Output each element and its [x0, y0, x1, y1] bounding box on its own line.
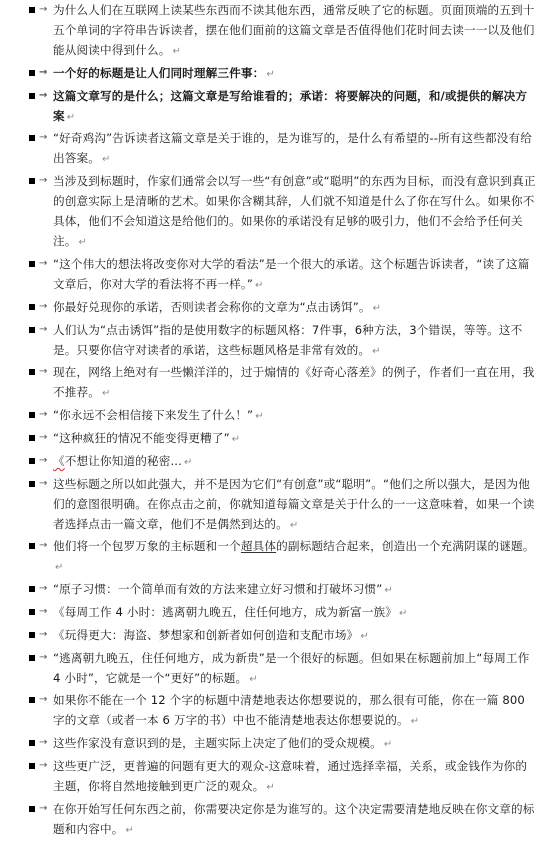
paragraph-mark-icon: ↵: [125, 824, 134, 836]
tab-arrow-icon: →: [39, 431, 48, 443]
paragraph-text: 这些标题之所以如此强大，并不是因为它们“有创意”或“聪明”。“他们之所以强大，是因为他们的意图很明确。在你点击之前，你就知道每篇文章是关于什么的一一这意味着，如果一个读者选择点击一篇文章，他们不是偶然到达的。: [53, 476, 535, 531]
list-item: [0, 86, 556, 128]
paragraph-text: “这个伟大的想法将改变你对大学的看法”是一个很大的承诺。这个标题告诉读者，“读了这篇文章后，你对大学的看法将不再一样。”: [53, 256, 530, 291]
list-item: [0, 428, 556, 450]
tab-arrow-icon: →: [39, 89, 48, 101]
paragraph-text: 这篇文章写的是什么；这篇文章是写给谁看的；承诺：将要解决的问题，和/或提供的解决方案: [53, 88, 528, 123]
paragraph-mark-icon: ↵: [384, 585, 393, 597]
grammar-mark-text[interactable]: 超具体: [240, 539, 277, 554]
bullet-icon: [29, 763, 35, 769]
bullet-icon: [29, 435, 35, 441]
paragraph-mark-icon: ↵: [66, 111, 76, 123]
tab-arrow-icon: →: [39, 323, 48, 335]
bullet-icon: [29, 632, 35, 638]
paragraph-text: 当涉及到标题时，作家们通常会以写一些“有创意”或“聪明”的东西为目标，而没有意识到真正的创意实际上是清晰的艺术。如果你含糊其辞，人们就不知道是什么了你在写什么。如果你不具体，他们不会知道这是给他们的。如果你的承诺没有足够的吸引力，他们不会给予任何关注。: [53, 174, 536, 249]
bullet-icon: [29, 543, 35, 549]
bullet-icon: [29, 481, 35, 487]
tab-arrow-icon: →: [39, 694, 48, 706]
bullet-icon: [29, 261, 35, 267]
bullet-icon: [29, 135, 35, 141]
tab-arrow-icon: →: [39, 257, 48, 269]
paragraph-text: 这些作家没有意识到的是，主题实际上决定了他们的受众规模。: [53, 736, 382, 751]
paragraph-text: 《玩得更大：海盗、梦想家和创新者如何创造和支配市场》: [53, 627, 359, 642]
paragraph-mark-icon: ↵: [399, 607, 408, 619]
list-item: [0, 451, 556, 473]
paragraph-mark-icon: ↵: [383, 739, 393, 751]
list-item: [0, 536, 556, 578]
paragraph-text: “逃离朝九晚五，住任何地方，成为新贵”是一个很好的标题。但如果在标题前加上“每周工作 4 小时”，它就是一个“更好”的标题。: [53, 650, 530, 685]
bullet-icon: [29, 70, 35, 76]
list-item: [0, 625, 556, 647]
bullet-icon: [29, 412, 35, 418]
tab-arrow-icon: →: [39, 4, 48, 15]
tab-arrow-icon: →: [39, 175, 48, 187]
paragraph-mark-icon: ↵: [101, 388, 111, 400]
paragraph-mark-icon: ↵: [249, 673, 258, 685]
list-item: [0, 690, 556, 732]
paragraph-text: 不想让你知道的秘密...: [64, 453, 182, 468]
tab-arrow-icon: →: [39, 651, 48, 663]
list-item: [0, 733, 556, 755]
paragraph-mark-icon: ↵: [410, 716, 420, 728]
paragraph-text: 《每周工作 4 小时：逃离朝九晚五，住任何地方，成为新富一族》: [53, 604, 398, 619]
bullet-icon: [29, 806, 35, 812]
list-item: [0, 602, 556, 624]
list-item: [0, 756, 556, 798]
paragraph-mark-icon: ↵: [172, 46, 181, 57]
tab-arrow-icon: →: [39, 409, 48, 421]
tab-arrow-icon: →: [39, 66, 48, 78]
paragraph-text: 的副标题结合起来，创造出一个充满阴谋的谜题。: [276, 539, 535, 554]
bullet-icon: [29, 178, 35, 184]
bullet-icon: [29, 327, 35, 333]
tab-arrow-icon: →: [39, 605, 48, 617]
paragraph-text: 在你开始写任何东西之前，你需要决定你是为谁写的。这个决定需要清楚地反映在你文章的标题和内容中。: [53, 801, 535, 836]
paragraph-mark-icon: ↵: [255, 411, 264, 423]
list-item: [0, 63, 556, 85]
paragraph-mark-icon: ↵: [255, 279, 264, 291]
list-item: [0, 474, 556, 536]
tab-arrow-icon: →: [39, 132, 48, 144]
paragraph-mark-icon: ↵: [266, 781, 275, 793]
list-item: [0, 254, 556, 296]
list-item: [0, 799, 556, 841]
list-item: [0, 297, 556, 319]
bullet-icon: [29, 304, 35, 310]
list-item: [0, 128, 556, 170]
tab-arrow-icon: →: [39, 737, 48, 749]
bullet-icon: [29, 7, 35, 13]
list-item: [0, 171, 556, 253]
bullet-icon: [29, 458, 35, 464]
paragraph-text: “好奇鸡沟”告诉读者这篇文章是关于谁的，是为谁写的，是什么有希望的--所有这些都没有给出答案。: [53, 131, 532, 166]
paragraph-mark-icon: ↵: [78, 237, 88, 249]
paragraph-text: 你最好兑现你的承诺，否则读者会称你的文章为“点击诱饵”。: [53, 299, 371, 314]
tab-arrow-icon: →: [39, 540, 48, 552]
tab-arrow-icon: →: [39, 802, 48, 814]
tab-arrow-icon: →: [39, 628, 48, 640]
paragraph-mark-icon: ↵: [360, 630, 369, 642]
list-item: [0, 320, 556, 362]
tab-arrow-icon: →: [39, 300, 48, 312]
bullet-icon: [29, 655, 35, 661]
tab-arrow-icon: →: [39, 477, 48, 489]
bullet-icon: [29, 697, 35, 703]
paragraph-text: 一个好的标题是让人们同时理解三件事：: [53, 65, 265, 80]
spelling-error-mark[interactable]: 《: [53, 453, 65, 468]
bullet-icon: [29, 93, 35, 99]
bullet-icon: [29, 609, 35, 615]
paragraph-mark-icon: ↵: [372, 345, 381, 357]
tab-arrow-icon: →: [39, 583, 48, 595]
list-item: [0, 579, 556, 601]
tab-arrow-icon: →: [39, 759, 48, 771]
list-item: [0, 0, 556, 62]
paragraph-text: “你永远不会相信接下来发生了什么！”: [53, 408, 254, 423]
list-item: [0, 405, 556, 427]
bullet-icon: [29, 740, 35, 746]
paragraph-mark-icon: ↵: [55, 562, 64, 574]
bullet-icon: [29, 586, 35, 592]
list-item: [0, 362, 556, 404]
paragraph-text: 人们认为“点击诱饵”指的是使用数字的标题风格：7件事，6种方法，3个错误，等等。这不是。只要你信守对读者的承诺，这些标题风格是非常有效的。: [53, 322, 523, 357]
paragraph-text: “原子习惯：一个简单而有效的方法来建立好习惯和打破坏习惯”: [53, 582, 383, 597]
paragraph-mark-icon: ↵: [101, 154, 111, 166]
paragraph-mark-icon: ↵: [183, 456, 193, 468]
paragraph-mark-icon: ↵: [289, 519, 299, 531]
paragraph-text: 这些更广泛，更普遍的问题有更大的观众-这意味着，通过选择幸福，关系，或金钱作为你的主题，你将自然地接触到更广泛的观众。: [53, 758, 528, 793]
paragraph-text: 为什么人们在互联网上读某些东西而不读其他东西，通常反映了它的标题。页面顶端的五到十五个单词的字符串告诉读者，摆在他们面前的这篇文章是否值得他们花时间去读一一以及他们能从阅读中得到什么。: [53, 3, 535, 57]
paragraph-text: 现在，网络上绝对有一些懒洋洋的，过于煽情的《好奇心落差》的例子，作者们一直在用，我不推荐。: [53, 365, 535, 400]
paragraph-text: “这种疯狂的情况不能变得更糟了”: [53, 430, 230, 445]
tab-arrow-icon: →: [39, 366, 48, 378]
paragraph-mark-icon: ↵: [266, 68, 275, 80]
paragraph-mark-icon: ↵: [372, 302, 382, 314]
tab-arrow-icon: →: [39, 454, 48, 466]
bullet-icon: [29, 369, 35, 375]
list-item: [0, 648, 556, 690]
paragraph-mark-icon: ↵: [231, 433, 241, 445]
paragraph-text: 如果你不能在一个 12 个字的标题中清楚地表达你想要说的，那么很有可能，你在一篇 800 字的文章（或者一本 6 万字的书）中也不能清楚地表达你想要说的。: [53, 693, 525, 728]
paragraph-text: 他们将一个包罗万象的主标题和一个: [53, 539, 241, 554]
